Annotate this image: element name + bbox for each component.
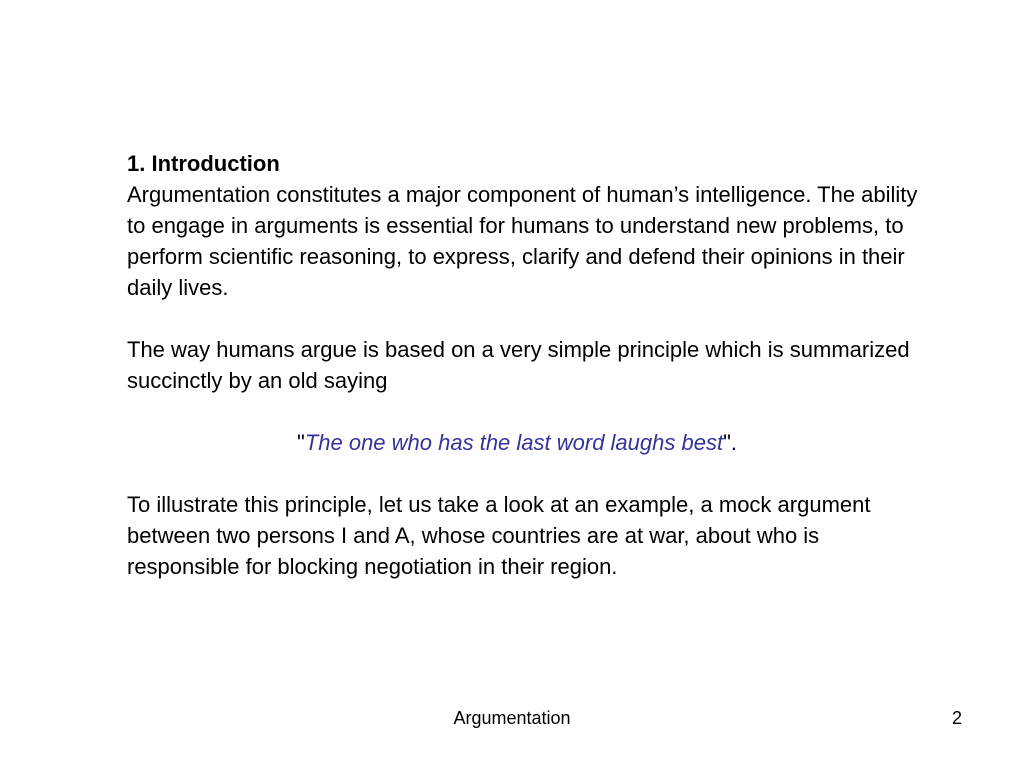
spacer xyxy=(127,303,927,334)
quote-close-mark: ". xyxy=(723,430,737,455)
principle-paragraph: The way humans argue is based on a very simple principle which is summarized succinctly by an old saying xyxy=(127,337,910,393)
intro-paragraph: Argumentation constitutes a major component of human’s intelligence. The ability to engage in arguments is essential for humans to understand new problems, to perform scientific reasoning, to express, clarify and defend their opinions in their daily lives. xyxy=(127,182,918,300)
section-heading: 1. Introduction xyxy=(127,151,280,176)
footer-title: Argumentation xyxy=(453,708,571,728)
quote-open-mark: " xyxy=(297,430,305,455)
example-paragraph: To illustrate this principle, let us take a look at an example, a mock argument between two persons I and A, whose countries are at war, about who is responsible for blocking negotiation in their region. xyxy=(127,492,871,579)
slide-body xyxy=(127,148,927,582)
page-number: 2 xyxy=(951,708,962,728)
quote-text: The one who has the last word laughs best xyxy=(304,430,724,455)
spacer xyxy=(127,396,927,427)
spacer xyxy=(127,458,927,489)
saying-quote xyxy=(127,427,927,458)
